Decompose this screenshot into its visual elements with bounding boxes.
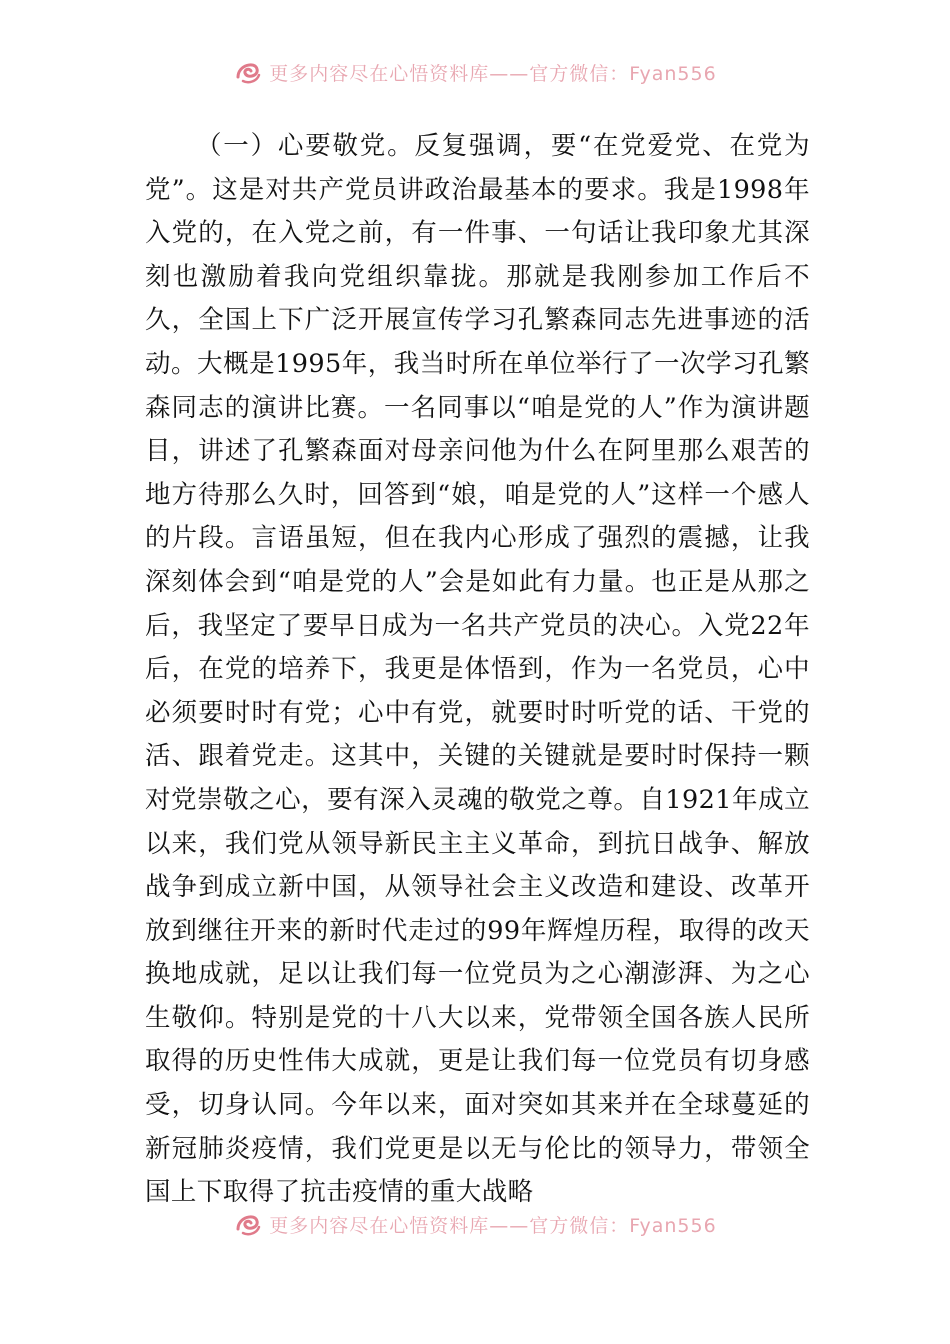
body-paragraph: （一）心要敬党。反复强调，要“在党爱党、在党为党”。这是对共产党员讲政治最基本的要求。我是1998年入党的，在入党之前，有一件事、一句话让我印象尤其深刻也激励着我向党组织靠拢。那就是我刚参加工作后不久，全国上下广泛开展宣传学习孔繁森同志先进事迹的活动。大概是1995年，我当时所在单位举行了一次学习孔繁森同志的演讲比赛。一名同事以“咱是党的人”作为演讲题目，讲述了孔繁森面对母亲问他为什么在阿里那么艰苦的地方待那么久时，回答到“娘，咱是党的人”这样一个感人的片段。言语虽短，但在我内心形成了强烈的震撼，让我深刻体会到“咱是党的人”会是如此有力量。也正是从那之后，我坚定了要早日成为一名共产党员的决心。入党22年后，在党的培养下，我更是体悟到，作为一名党员，心中必须要时时有党；心中有党，就要时时听党的话、干党的活、跟着党走。这其中，关键的关键就是要时时保持一颗对党崇敬之心，要有深入灵魂的敬党之尊。自1921年成立以来，我们党从领导新民主主义革命，到抗日战争、解放战争到成立新中国，从领导社会主义改造和建设、改革开放到继往开来的新时代走过的99年辉煌历程，取得的改天换地成就，足以让我们每一位党员为之心潮澎湃、为之心生敬仰。特别是党的十八大以来，党带领全国各族人民所取得的历史性伟大成就，更是让我们每一位党员有切身感受，切身认同。今年以来，面对突如其来并在全球蔓延的新冠肺炎疫情，我们党更是以无与伦比的领导力，带领全国上下取得了抗击疫情的重大战略 [145,131,810,1208]
watermark-text: 更多内容尽在心悟资料库——官方微信：Fyan556 [269,1214,717,1237]
swirl-logo-icon [233,57,263,87]
document-body [145,125,810,1215]
swirl-logo-icon [233,1209,263,1239]
header-watermark [0,52,950,92]
footer-watermark [0,1204,950,1244]
watermark-text: 更多内容尽在心悟资料库——官方微信：Fyan556 [269,62,717,85]
